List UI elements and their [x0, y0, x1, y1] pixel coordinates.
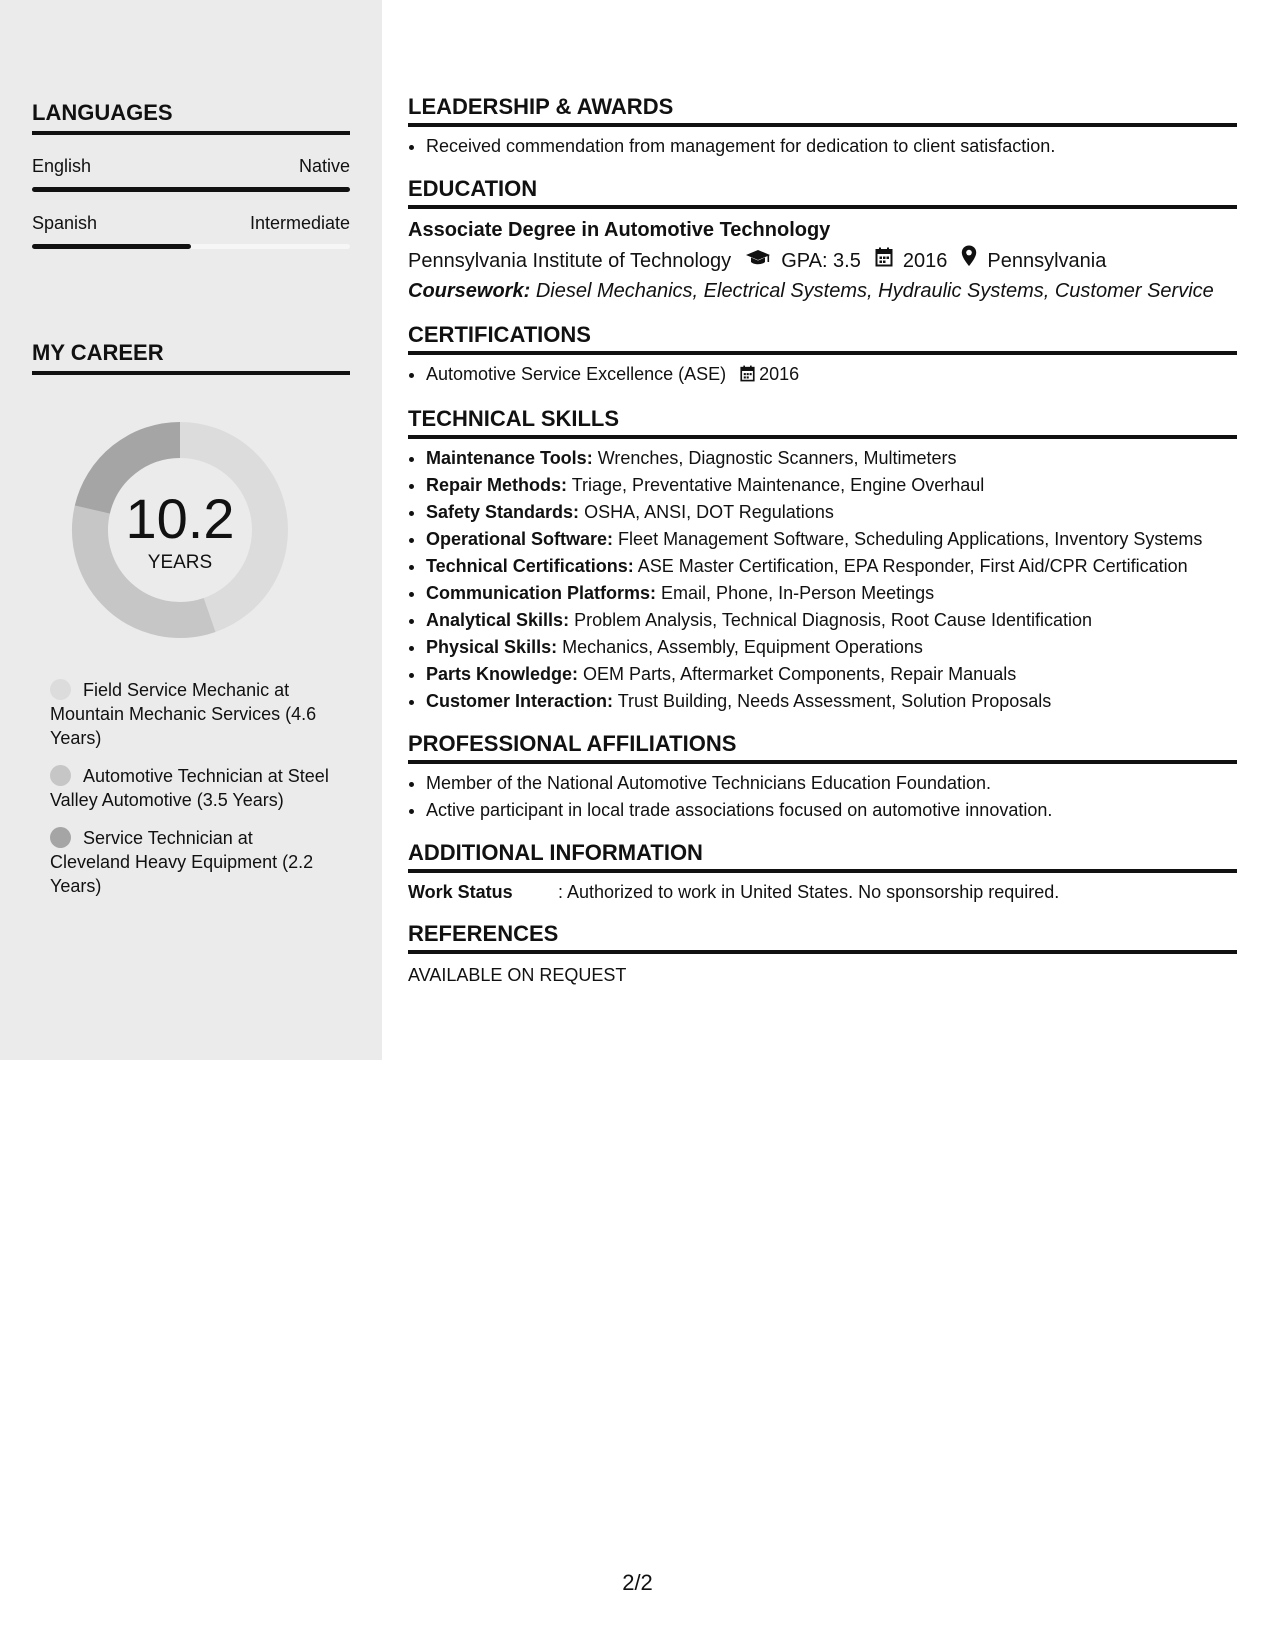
skill-label: Operational Software:	[426, 529, 614, 549]
skill-value: Trust Building, Needs Assessment, Solution Proposals	[617, 691, 1052, 711]
skill-value: ASE Master Certification, EPA Responder, First Aid/CPR Certification	[637, 556, 1188, 576]
skill-label: Customer Interaction:	[426, 691, 614, 711]
skill-value: Problem Analysis, Technical Diagnosis, Root Cause Identification	[574, 610, 1093, 630]
legend-dot	[50, 827, 71, 848]
additional-section	[408, 840, 1237, 905]
language-name: English	[32, 156, 92, 176]
graduation-cap-icon	[745, 246, 771, 276]
work-status-row	[408, 879, 1237, 905]
career-total-years: 10.2	[125, 487, 235, 550]
skill-item	[426, 472, 1237, 499]
skill-label: Maintenance Tools:	[426, 448, 593, 468]
certification-item	[426, 361, 1237, 390]
school-location: Pennsylvania	[987, 249, 1107, 272]
skill-item	[426, 607, 1237, 634]
career-legend-label: Field Service Mechanic at Mountain Mechanic Services (4.6 Years)	[50, 680, 317, 748]
skills-section	[408, 406, 1237, 715]
skill-label: Communication Platforms:	[426, 583, 657, 603]
affiliation-item: • Member of the National Automotive Technicians Education Foundation.	[426, 770, 1237, 797]
language-row	[32, 155, 350, 177]
language-level: Intermediate	[249, 213, 350, 233]
language-proficiency-bar	[32, 244, 350, 249]
leadership-list	[408, 133, 1237, 160]
career-heading: MY CAREER	[32, 340, 350, 375]
skill-value: Mechanics, Assembly, Equipment Operations	[562, 637, 923, 657]
coursework	[408, 276, 1237, 306]
languages-heading: LANGUAGES	[32, 100, 350, 135]
language-proficiency-bar	[32, 187, 350, 192]
degree-title: Associate Degree in Automotive Technology	[408, 219, 831, 241]
career-legend-item	[50, 826, 330, 898]
language-proficiency-fill	[32, 187, 350, 192]
skill-label: Repair Methods:	[426, 475, 568, 495]
affiliation-item: • Active participant in local trade associations focused on automotive innovation.	[426, 797, 1237, 824]
career-legend-label: Automotive Technician at Steel Valley Automotive (3.5 Years)	[50, 766, 329, 810]
skill-label: Analytical Skills:	[426, 610, 570, 630]
legend-dot	[50, 679, 71, 700]
skill-label: Physical Skills:	[426, 637, 558, 657]
legend-dot	[50, 765, 71, 786]
education-section	[408, 176, 1237, 306]
skill-item	[426, 688, 1237, 715]
language-name: Spanish	[32, 213, 98, 233]
work-status-label: Work Status	[408, 882, 513, 902]
leadership-item: • Received commendation from management for dedication to client satisfaction.	[426, 133, 1237, 160]
references-section	[408, 921, 1237, 988]
main-content	[408, 94, 1237, 1004]
gpa: GPA: 3.5	[781, 249, 861, 272]
career-section	[32, 340, 350, 375]
language-proficiency-fill	[32, 244, 191, 249]
certifications-list	[408, 361, 1237, 390]
affiliations-section	[408, 731, 1237, 824]
skill-item	[426, 634, 1237, 661]
additional-heading: ADDITIONAL INFORMATION	[408, 840, 1237, 873]
career-legend	[50, 678, 330, 912]
work-status-value: : Authorized to work in United States. No sponsorship required.	[558, 882, 1060, 902]
skill-label: Safety Standards:	[426, 502, 580, 522]
education-details	[408, 245, 1237, 276]
career-legend-item	[50, 764, 330, 812]
school-name: Pennsylvania Institute of Technology	[408, 249, 732, 272]
career-legend-label: Service Technician at Cleveland Heavy Equipment (2.2 Years)	[50, 828, 314, 896]
certifications-section	[408, 322, 1237, 390]
graduation-year: 2016	[902, 249, 948, 272]
certification-year: 2016	[759, 364, 800, 384]
calendar-icon	[740, 363, 755, 390]
skill-value: Triage, Preventative Maintenance, Engine Overhaul	[571, 475, 985, 495]
language-row	[32, 212, 350, 234]
career-total-unit: YEARS	[147, 552, 213, 573]
certification-name: Automotive Service Excellence (ASE)	[426, 364, 727, 384]
skills-heading: TECHNICAL SKILLS	[408, 406, 1237, 439]
leadership-heading: LEADERSHIP & AWARDS	[408, 94, 1237, 127]
skill-label: Parts Knowledge:	[426, 664, 579, 684]
career-legend-item	[50, 678, 330, 750]
language-level: Native	[298, 156, 350, 176]
skill-label: Technical Certifications:	[426, 556, 634, 576]
skill-value: Email, Phone, In-Person Meetings	[661, 583, 935, 603]
page-number: 2/2	[622, 1570, 653, 1595]
skill-item	[426, 499, 1237, 526]
affiliations-heading: PROFESSIONAL AFFILIATIONS	[408, 731, 1237, 764]
affiliations-list	[408, 770, 1237, 824]
map-pin-icon	[961, 245, 977, 276]
education-heading: EDUCATION	[408, 176, 1237, 209]
skill-value: OSHA, ANSI, DOT Regulations	[584, 502, 834, 522]
leadership-section	[408, 94, 1237, 160]
skill-value: Fleet Management Software, Scheduling Applications, Inventory Systems	[618, 529, 1203, 549]
sidebar	[0, 0, 382, 1060]
references-text: AVAILABLE ON REQUEST	[408, 965, 627, 985]
skill-item	[426, 580, 1237, 607]
languages-list	[32, 155, 350, 249]
career-donut-chart	[62, 412, 298, 648]
skill-item	[426, 526, 1237, 553]
languages-section	[32, 100, 350, 249]
certifications-heading: CERTIFICATIONS	[408, 322, 1237, 355]
coursework-label: Coursework:	[408, 280, 531, 302]
skill-item	[426, 553, 1237, 580]
skills-list	[408, 445, 1237, 715]
calendar-icon	[875, 246, 893, 276]
skill-value: Wrenches, Diagnostic Scanners, Multimeters	[597, 448, 957, 468]
references-heading: REFERENCES	[408, 921, 1237, 954]
coursework-list: Diesel Mechanics, Electrical Systems, Hydraulic Systems, Customer Service	[535, 280, 1214, 302]
skill-value: OEM Parts, Aftermarket Components, Repair Manuals	[583, 664, 1017, 684]
skill-item	[426, 445, 1237, 472]
skill-item	[426, 661, 1237, 688]
